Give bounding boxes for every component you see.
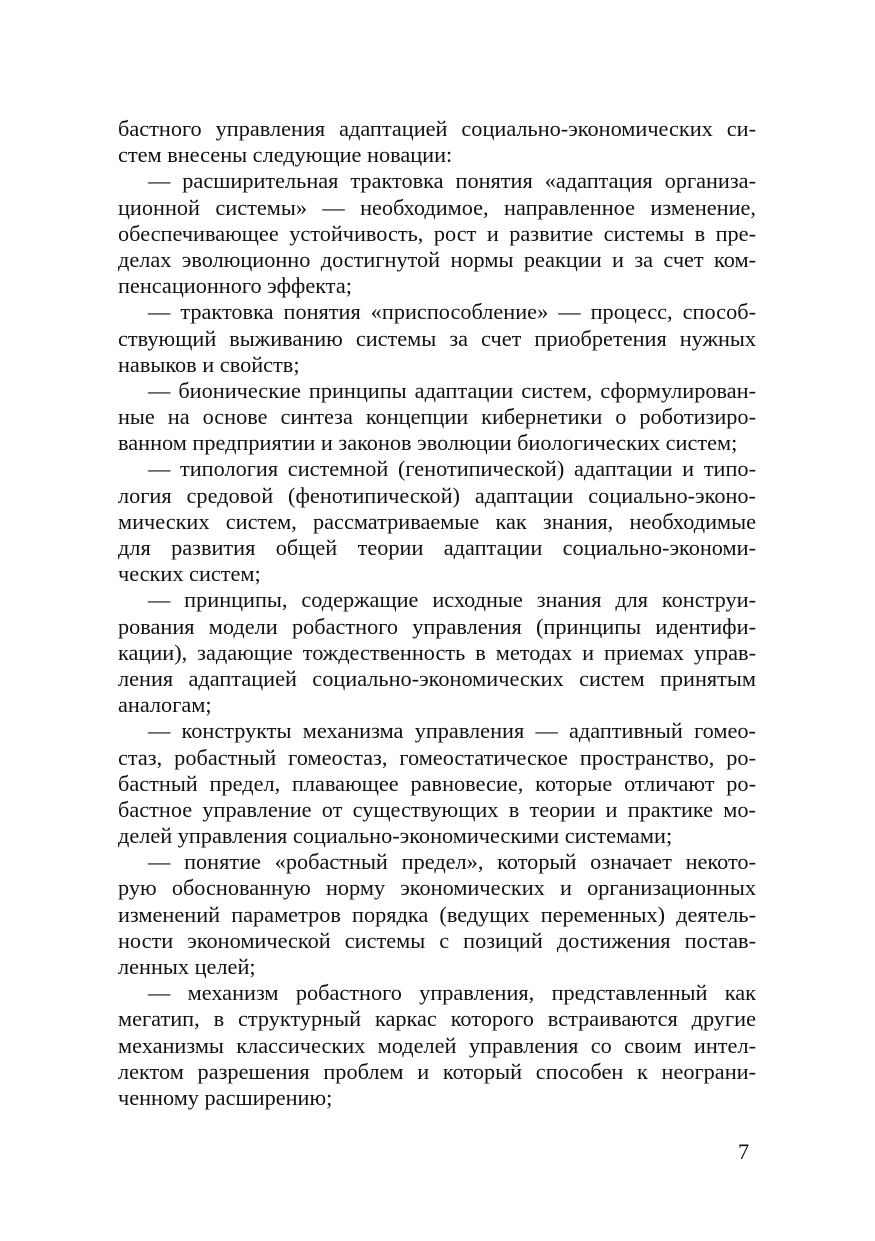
text-line: делей управления социально-экономическими системами; [118, 823, 673, 849]
page-number: 7 [738, 1139, 750, 1164]
text-line: рования модели робастного управления (принципы идентифи- [118, 613, 756, 639]
text-line: для развития общей теории адаптации социально-экономи- [118, 535, 756, 560]
text-line: ности экономической системы с позиций достижения постав- [118, 927, 756, 953]
text-line: — понятие «робастный предел», который означает некото- [148, 849, 756, 875]
paragraph-mechanism [118, 980, 756, 1111]
text-line: ческих систем; [118, 561, 261, 587]
text-line: обеспечивающее устойчивость, рост и развитие системы в пре- [118, 220, 756, 246]
text-line: делах эволюционно достигнутой нормы реакции и за счет ком- [118, 246, 756, 272]
paragraph-accommodation-definition [118, 299, 756, 378]
text-line: ченному расширению; [118, 1084, 333, 1110]
paragraph-bionic-principles [118, 378, 756, 457]
page-body [118, 116, 756, 1111]
text-line: — конструкты механизма управления — адаптивный гомео- [148, 718, 756, 744]
text-line: — механизм робастного управления, представленный как [148, 980, 756, 1006]
text-line: ленных целей; [118, 954, 256, 979]
text-line: логия средовой (фенотипической) адаптации социально-эконо- [118, 482, 756, 508]
text-line: ные на основе синтеза концепции кибернетики о роботизиро- [118, 404, 756, 430]
text-line: кации), задающие тождественность в методах и приемах управ- [118, 639, 756, 665]
text-line: бастный предел, плавающее равновесие, которые отличают ро- [118, 770, 756, 796]
paragraph-constructs [118, 718, 756, 849]
text-line: ванном предприятии и законов эволюции биологических систем; [118, 430, 738, 456]
text-line: — бионические принципы адаптации систем, сформулирован- [148, 377, 756, 403]
text-line: стем внесены следующие новации: [118, 142, 453, 168]
text-line: стаз, робастный гомеостаз, гомеостатическое пространство, ро- [118, 744, 756, 770]
text-line: ления адаптацией социально-экономических систем принятым [118, 665, 756, 691]
paragraph-intro [118, 116, 756, 168]
paragraph-identification-principles [118, 587, 756, 718]
text-line: изменений параметров порядка (ведущих переменных) деятель- [118, 901, 756, 927]
paragraph-robust-limit [118, 849, 756, 980]
text-line: рую обоснованную норму экономических и организационных [118, 875, 756, 901]
text-line: мегатип, в структурный каркас которого встраиваются другие [118, 1006, 756, 1032]
text-line: пенсационного эффекта; [118, 273, 352, 299]
text-line: — принципы, содержащие исходные знания для конструи- [148, 587, 756, 613]
text-line: — трактовка понятия «приспособление» — процесс, способ- [148, 299, 756, 325]
text-line: ционной системы» — необходимое, направленное изменение, [118, 194, 756, 220]
paragraph-typology [118, 456, 756, 587]
text-line: навыков и свойств; [118, 351, 300, 377]
text-line: бастное управление от существующих в теории и практике мо- [118, 796, 756, 822]
text-line: — расширительная трактовка понятия «адаптация организа- [148, 168, 756, 194]
text-line: ствующий выживанию системы за счет приобретения нужных [118, 325, 756, 351]
text-line: аналогам; [118, 692, 212, 718]
text-line: мических систем, рассматриваемые как знания, необходимые [118, 508, 756, 534]
text-line: — типология системной (генотипической) адаптации и типо- [148, 456, 756, 482]
text-line: механизмы классических моделей управления со своим интел- [118, 1032, 756, 1058]
text-line: бастного управления адаптацией социально-экономических си- [118, 116, 756, 141]
paragraph-adaptation-definition [118, 168, 756, 299]
text-line: лектом разрешения проблем и который способен к неограни- [118, 1058, 756, 1084]
